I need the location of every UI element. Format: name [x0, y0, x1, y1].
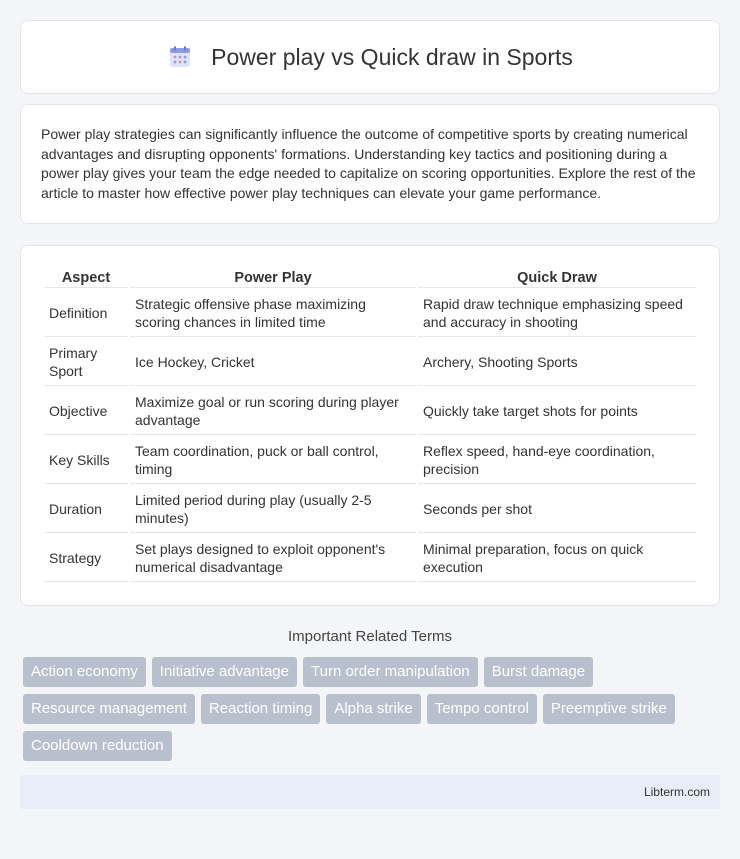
tag-turn-order-manipulation[interactable]: Turn order manipulation [303, 657, 478, 687]
title-card [20, 20, 720, 94]
cell-aspect: Strategy [44, 535, 128, 582]
cell-quick-draw: Quickly take target shots for points [418, 388, 696, 435]
tag-cooldown-reduction[interactable]: Cooldown reduction [23, 731, 172, 761]
tag-alpha-strike[interactable]: Alpha strike [326, 694, 420, 724]
table-row [44, 437, 696, 484]
cell-power-play: Limited period during play (usually 2-5 minutes) [130, 486, 416, 533]
cell-quick-draw: Minimal preparation, focus on quick execution [418, 535, 696, 582]
comparison-table [42, 266, 698, 584]
related-terms-list [20, 657, 720, 761]
table-row [44, 535, 696, 582]
cell-power-play: Maximize goal or run scoring during player advantage [130, 388, 416, 435]
table-row [44, 388, 696, 435]
intro-text: Power play strategies can significantly influence the outcome of competitive sports by creating numerical advantages and disrupting opponents' formations. Understanding key tactics and positioning during a power play gives your team the edge needed to capitalize on scoring opportunities. Explore the rest of the article to master how effective power play techniques can elevate your game performance. [41, 126, 696, 201]
cell-quick-draw: Reflex speed, hand-eye coordination, precision [418, 437, 696, 484]
cell-aspect: Key Skills [44, 437, 128, 484]
header-aspect: Aspect [44, 268, 128, 288]
cell-power-play: Ice Hockey, Cricket [130, 339, 416, 386]
tag-preemptive-strike[interactable]: Preemptive strike [543, 694, 675, 724]
page-title: Power play vs Quick draw in Sports [211, 43, 573, 70]
cell-power-play: Set plays designed to exploit opponent's numerical disadvantage [130, 535, 416, 582]
cell-quick-draw: Seconds per shot [418, 486, 696, 533]
table-row [44, 290, 696, 337]
tag-burst-damage[interactable]: Burst damage [484, 657, 593, 687]
header-power-play: Power Play [130, 268, 416, 288]
tag-tempo-control[interactable]: Tempo control [427, 694, 537, 724]
related-terms-title: Important Related Terms [288, 628, 452, 646]
cell-power-play: Strategic offensive phase maximizing scoring chances in limited time [130, 290, 416, 337]
cell-quick-draw: Rapid draw technique emphasizing speed and accuracy in shooting [418, 290, 696, 337]
header-quick-draw: Quick Draw [418, 268, 696, 288]
tag-resource-management[interactable]: Resource management [23, 694, 195, 724]
intro-card [20, 104, 720, 224]
comparison-card [20, 245, 720, 606]
calendar-icon [167, 44, 193, 70]
cell-aspect: Duration [44, 486, 128, 533]
table-row [44, 486, 696, 533]
table-row [44, 339, 696, 386]
tag-action-economy[interactable]: Action economy [23, 657, 146, 687]
footer-site-link[interactable]: Libterm.com [643, 785, 710, 800]
cell-aspect: Definition [44, 290, 128, 337]
cell-aspect: Primary Sport [44, 339, 128, 386]
cell-power-play: Team coordination, puck or ball control, timing [130, 437, 416, 484]
tag-reaction-timing[interactable]: Reaction timing [201, 694, 320, 724]
table-header-row [44, 268, 696, 288]
tag-initiative-advantage[interactable]: Initiative advantage [152, 657, 297, 687]
cell-quick-draw: Archery, Shooting Sports [418, 339, 696, 386]
footer [20, 775, 720, 809]
cell-aspect: Objective [44, 388, 128, 435]
